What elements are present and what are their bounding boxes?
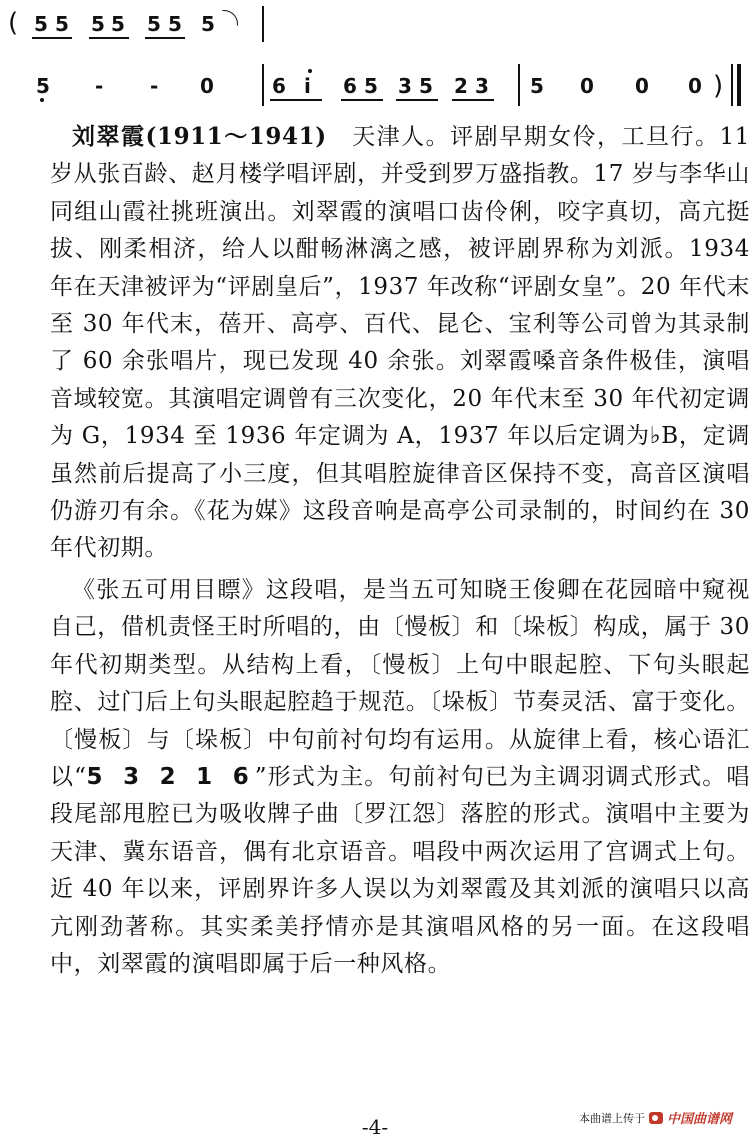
score-note: 3 bbox=[398, 74, 412, 98]
upload-text: 本曲谱上传于 bbox=[578, 1111, 645, 1125]
score-note: 2 bbox=[454, 74, 468, 98]
score-underline bbox=[145, 37, 185, 39]
score-low-octave-dot bbox=[40, 98, 44, 102]
score-note: 5 bbox=[111, 12, 125, 36]
score-note: 5 bbox=[34, 12, 48, 36]
score-note: 0 bbox=[200, 74, 214, 98]
score-final-barline-thick bbox=[737, 64, 741, 106]
score-note: 6 bbox=[272, 74, 286, 98]
score-barline bbox=[262, 64, 264, 106]
score-high-octave-dot bbox=[308, 69, 312, 73]
score-slur bbox=[222, 10, 238, 26]
article-body bbox=[50, 118, 750, 983]
score-note: 5 bbox=[91, 12, 105, 36]
person-name: 刘翠霞(1911～1941) bbox=[72, 123, 327, 150]
score-underline bbox=[341, 99, 383, 101]
paragraph-1-text: 天津人。评剧早期女伶，工旦行。11 岁从张百龄、赵月楼学唱评剧，并受到罗万盛指教。17 岁与李华山同组山霞社挑班演出。刘翠霞的演唱口齿伶俐，咬字真切，高亢挺拔、刚柔相济，给人以酣畅淋漓之感，被评剧界称为刘派。1934 年在天津被评为“评剧皇后”，1937 年改称“评剧女皇”。20 年代末至 30 年代末，蓓开、高亭、百代、昆仑、宝利等公司曾为其录制了 60 余张唱片，现已发现 40 余张。刘翠霞嗓音条件极佳，演唱音域较宽。其演唱定调曾有三次变化，20 年代末至 30 年代初定调为 G，1934 至 1936 年定调为 A，1937 年以后定调为♭B，定调虽然前后提高了小三度，但其唱腔旋律音区保持不变，高音区演唱仍游刃有余。《花为媒》这段音响是高亭公司录制的，时间约在 30 年代初期。 bbox=[50, 124, 750, 562]
inline-notation: 5 3 2 1 6 bbox=[86, 763, 255, 790]
score-note: 5 bbox=[36, 74, 50, 98]
paragraph-2-text-a: 《张五可用目瞟》这段唱，是当五可知晓王俊卿在花园暗中窥视自己，借机责怪王时所唱的，由〔慢板〕和〔垛板〕构成，属于 30 年代初期类型。从结构上看，〔慢板〕上句中眼起腔、下句头眼起腔、过门后上句头眼起腔趋于规范。〔垛板〕节奏灵活、富于变化。〔慢板〕与〔垛板〕中句前衬句均有运用。从旋律上看，核心语汇以“ bbox=[50, 576, 750, 790]
page-number: -4- bbox=[361, 1115, 389, 1139]
site-brand: 中国曲谱网 bbox=[666, 1112, 732, 1127]
score-note: 0 bbox=[635, 74, 649, 98]
music-score bbox=[0, 0, 750, 110]
score-paren-open: ( bbox=[8, 8, 19, 38]
score-barline bbox=[262, 6, 264, 42]
paragraph-2 bbox=[50, 572, 750, 983]
paragraph-2-text-b: ”形式为主。句前衬句已为主调羽调式形式。唱段尾部甩腔已为吸收牌子曲〔罗江怨〕落腔的形式。演唱中主要为天津、冀东语音，偶有北京语音。唱段中两次运用了宫调式上句。近 40 年以来，评剧界许多人误以为刘翠霞及其刘派的演唱只以高亢刚劲著称。其实柔美抒情亦是其演唱风格的另一面。在这段唱中，刘翠霞的演唱即属于后一种风格。 bbox=[50, 763, 750, 977]
score-note: 5 bbox=[147, 12, 161, 36]
score-final-barline-thin bbox=[731, 64, 733, 106]
score-note: 5 bbox=[201, 12, 215, 36]
score-note: 5 bbox=[168, 12, 182, 36]
score-note: 5 bbox=[530, 74, 544, 98]
score-dash: - bbox=[150, 74, 159, 98]
score-dash: - bbox=[95, 74, 104, 98]
score-underline bbox=[32, 37, 72, 39]
score-note: 0 bbox=[688, 74, 702, 98]
score-note: 5 bbox=[55, 12, 69, 36]
score-note: i bbox=[304, 74, 311, 98]
score-underline bbox=[452, 99, 494, 101]
score-note: 0 bbox=[580, 74, 594, 98]
paragraph-1 bbox=[50, 118, 750, 568]
score-underline bbox=[396, 99, 438, 101]
score-barline bbox=[518, 64, 520, 106]
score-underline bbox=[89, 37, 129, 39]
score-note: 3 bbox=[475, 74, 489, 98]
score-note: 5 bbox=[364, 74, 378, 98]
score-note: 6 bbox=[343, 74, 357, 98]
score-paren-close: ) bbox=[713, 71, 724, 101]
score-note: 5 bbox=[419, 74, 433, 98]
score-underline bbox=[270, 99, 322, 101]
